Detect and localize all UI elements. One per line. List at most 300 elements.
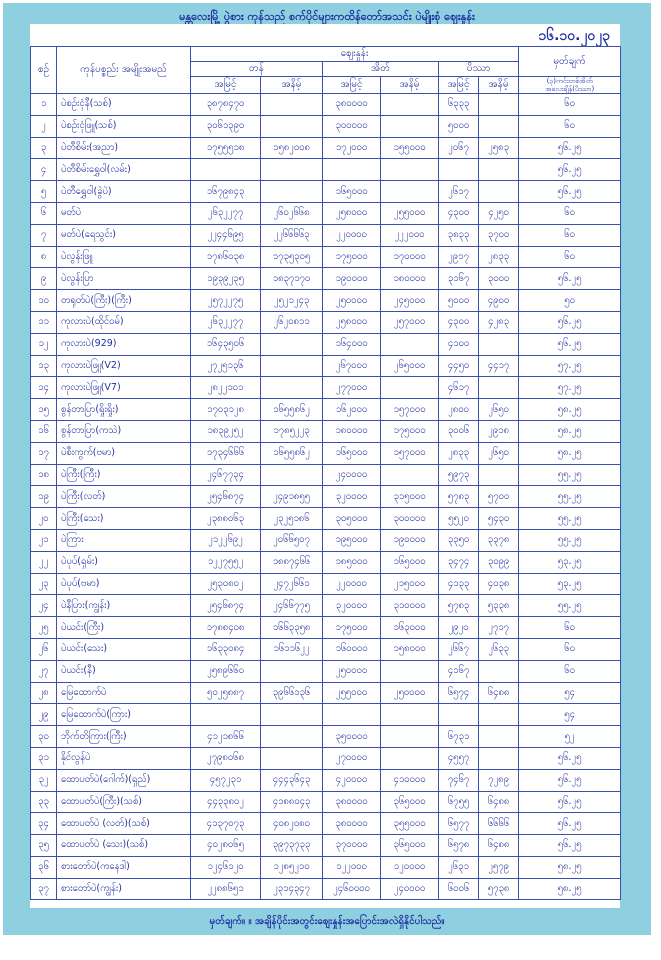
viss-high: ၄၅၅၇: [439, 747, 479, 769]
table-row: [31, 617, 621, 639]
row-note: ၆၀: [519, 617, 621, 639]
viss-high: ၆၃၃၃: [439, 94, 479, 116]
bag-high: ၂၂၀၀၀၀: [323, 224, 381, 246]
row-no: ၇: [31, 224, 57, 246]
viss-low: [479, 726, 519, 748]
bag-low: [381, 747, 439, 769]
bag-high: ၃၂၀၀၀၀: [323, 595, 381, 617]
table-row: [31, 290, 621, 312]
table-body: [31, 94, 621, 900]
bag-high: ၄၂၀၀၀၀: [323, 769, 381, 791]
viss-low: ၂၅၈၃: [479, 137, 519, 159]
row-item-name: စွန်တာပြာ(ရှိုးရှိုး): [57, 399, 191, 421]
table-row: [31, 202, 621, 224]
row-note: ၅၆.၂၅: [519, 835, 621, 857]
viss-low: [479, 333, 519, 355]
ton-low: ၂၆၀၂၆၆၈: [261, 202, 323, 224]
sheet-date: ၁၆.၁၀.၂၀၂၃: [538, 28, 610, 44]
ton-low: [261, 159, 323, 181]
ton-high: ၁၇၃၄၆၆၆: [191, 442, 261, 464]
bag-low: ၃၁၅၀၀၀: [381, 486, 439, 508]
row-note: ၅၆.၂၅: [519, 181, 621, 203]
col-header-viss-low: အနိမ့်: [479, 77, 519, 94]
viss-high: ၅၀၀၀: [439, 290, 479, 312]
row-note: ၅၆.၂၅: [519, 137, 621, 159]
ton-low: ၃၉၇၃၇၃၃: [261, 835, 323, 857]
row-note: ၅၃.၂၅: [519, 573, 621, 595]
bag-high: ၃၈၀၀၀၀: [323, 813, 381, 835]
bag-high: ၂၂၀၀၀၀: [323, 573, 381, 595]
ton-high: ၂၃၈၈၀၆၃: [191, 508, 261, 530]
ton-low: [261, 94, 323, 116]
ton-low: ၁၆၆၃၃၅၈: [261, 617, 323, 639]
bag-low: ၂၄၅၀၀၀: [381, 290, 439, 312]
table-row: [31, 442, 621, 464]
row-note: ၅၅.၂၅: [519, 486, 621, 508]
ton-high: ၃၀၆၁၃၉၀: [191, 115, 261, 137]
table-row: [31, 638, 621, 660]
table-row: [31, 856, 621, 878]
row-no: ၁၅: [31, 399, 57, 421]
viss-high: ၄၁၃၃: [439, 573, 479, 595]
table-row: [31, 791, 621, 813]
bag-high: ၁၆၅၀၀၀: [323, 181, 381, 203]
ton-high: ၂၅၄၆၈၇၄: [191, 486, 261, 508]
table-row: [31, 311, 621, 333]
ton-low: ၁၂၈၅၂၁၀: [261, 856, 323, 878]
row-note: ၆၀: [519, 660, 621, 682]
table-row: [31, 137, 621, 159]
row-note: ၅၆.၂၅: [519, 159, 621, 181]
viss-low: ၇၂၈၉: [479, 769, 519, 791]
bag-high: ၁၆၀၀၀၀: [323, 638, 381, 660]
footer-note: မှတ်ချက်။ ။ အချိန်ပိုင်းအတွင်းဈေးနှုန်းအပြောင်းအလဲရှိနိုင်ပါသည်။: [209, 916, 445, 927]
col-header-bag-high: အမြင့်: [323, 77, 381, 94]
ton-low: ၁၇၃၅၃၀၅: [261, 246, 323, 268]
viss-low: [479, 747, 519, 769]
ton-high: ၂၁၂၂၆၉၂: [191, 529, 261, 551]
row-item-name: ပဲကြီး(ကြီး): [57, 464, 191, 486]
viss-high: ၆၅၇၄: [439, 682, 479, 704]
viss-low: ၄၀၃၈: [479, 573, 519, 595]
bag-low: ၂၄၀၀၀၀: [381, 878, 439, 900]
bag-high: ၂၅၈၀၀၀: [323, 202, 381, 224]
bag-high: ၂၄၆၀၀၀၀: [323, 878, 381, 900]
viss-low: ၄၉၀၀: [479, 290, 519, 312]
viss-low: ၂၉၁၈: [479, 420, 519, 442]
bag-high: ၁၆၄၀၀၀: [323, 333, 381, 355]
ton-low: [261, 181, 323, 203]
row-note: ၅၂: [519, 726, 621, 748]
row-note: ၅၅.၂၅: [519, 529, 621, 551]
ton-low: ၂၄၉၁၈၅၅: [261, 486, 323, 508]
table-row: [31, 377, 621, 399]
row-item-name: ကုလားပဲ(929): [57, 333, 191, 355]
ton-low: ၁၇၈၅၂၂၃: [261, 420, 323, 442]
row-item-name: စားတော်ပဲ(ကျွန်း): [57, 878, 191, 900]
bag-low: ၃၀၀၀၀၀: [381, 508, 439, 530]
row-item-name: ထောပတ်ပဲ(ကြီး)(သစ်): [57, 791, 191, 813]
ton-high: ၁၆၃၃၀၈၄: [191, 638, 261, 660]
ton-low: ၄၀၈၂၀၈၀: [261, 813, 323, 835]
bag-low: ၁၅၇၀၀၀: [381, 399, 439, 421]
row-no: ၂၇: [31, 660, 57, 682]
row-no: ၂၂: [31, 551, 57, 573]
viss-low: [479, 704, 519, 726]
row-note: ၆၀: [519, 246, 621, 268]
viss-high: ၃၁၆၇: [439, 268, 479, 290]
table-row: [31, 420, 621, 442]
bag-low: [381, 464, 439, 486]
viss-high: ၄၆၁၇: [439, 377, 479, 399]
ton-high: ၂၅၃၀၈၀၂: [191, 573, 261, 595]
ton-low: ၄၄၄၃၆၄၃: [261, 769, 323, 791]
row-note: ၅၆.၂၅: [519, 813, 621, 835]
row-note: ၅၅.၂၅: [519, 464, 621, 486]
row-no: ၂၈: [31, 682, 57, 704]
row-no: ၃၅: [31, 835, 57, 857]
table-row: [31, 813, 621, 835]
bag-low: ၁၇၅၀၀၀: [381, 420, 439, 442]
bag-high: ၁၆၂၀၀၀: [323, 399, 381, 421]
ton-low: ၁၈၈၇၄၆၆: [261, 551, 323, 573]
viss-low: ၆၄၈၈: [479, 682, 519, 704]
viss-high: ၅၅၂၀: [439, 508, 479, 530]
bag-high: ၁၆၅၀၀၀: [323, 442, 381, 464]
viss-high: [439, 704, 479, 726]
viss-low: ၄၂၅၀: [479, 202, 519, 224]
viss-low: ၅၇၀၀: [479, 486, 519, 508]
table-row: [31, 508, 621, 530]
row-item-name: ပဲစဉ်းငုံဖြူ(သစ်): [57, 115, 191, 137]
viss-low: ၂၇၁၇: [479, 617, 519, 639]
row-note: ၅၇.၂၅: [519, 355, 621, 377]
col-header-viss-high: အမြင့်: [439, 77, 479, 94]
ton-low: ၁၆၅၅၈၆၂: [261, 399, 323, 421]
row-item-name: ပဲယင်း(ကြီး): [57, 617, 191, 639]
row-no: ၃: [31, 137, 57, 159]
bag-high: ၁၈၅၀၀၀: [323, 551, 381, 573]
row-item-name: ပဲပုပ်(ရှမ်း): [57, 551, 191, 573]
ton-low: ၂၆၂၀၈၁၁: [261, 311, 323, 333]
ton-high: ၅၀၂၅၈၈၇: [191, 682, 261, 704]
bag-low: [381, 94, 439, 116]
ton-low: [261, 464, 323, 486]
row-note: ၅၃.၂၅: [519, 551, 621, 573]
row-note: ၆၀: [519, 115, 621, 137]
bag-high: ၁၉၀၀၀၀: [323, 268, 381, 290]
ton-low: [261, 355, 323, 377]
row-no: ၁၆: [31, 420, 57, 442]
ton-high: ၁၆၇၉၈၄၃: [191, 181, 261, 203]
row-no: ၃၆: [31, 856, 57, 878]
viss-high: ၄၁၆၇: [439, 660, 479, 682]
sheet-title: မန္တလေးမြို့ ပွဲစား ကုန်သည် စက်ပိုင်များကထိန်တော်အသင်း ပဲမျိုးစုံ ဈေးနှုန်း: [179, 10, 475, 23]
bag-low: ၂၅၇၀၀၀: [381, 311, 439, 333]
col-header-bag-low: အနိမ့်: [381, 77, 439, 94]
ton-high: ၄၄၃၃၈၀၂: [191, 791, 261, 813]
bag-low: ၄၁၀၀၀၀: [381, 769, 439, 791]
bag-high: ၁၇၅၀၀၀: [323, 246, 381, 268]
viss-high: ၃၈၃၃: [439, 224, 479, 246]
ton-high: ၂၆၃၂၂၇၇: [191, 311, 261, 333]
ton-high: ၄၁၂၁၈၆၆: [191, 726, 261, 748]
row-item-name: တရုတ်ပဲ(ကြီး)(ကြီး): [57, 290, 191, 312]
row-note: ၅၈.၂၅: [519, 878, 621, 900]
ton-high: ၄၁၃၇၀၇၃: [191, 813, 261, 835]
ton-low: ၂၅၂၁၂၄၃: [261, 290, 323, 312]
ton-low: [261, 747, 323, 769]
bag-high: ၃၈၀၀၀၀: [323, 94, 381, 116]
ton-high: ၁၉၃၉၂၃၅: [191, 268, 261, 290]
col-header-viss: ပိဿာ: [439, 62, 519, 77]
bag-high: [323, 159, 381, 181]
bag-high: ၂၆၇၀၀၀: [323, 355, 381, 377]
ton-high: ၂၂၈၈၆၅၁: [191, 878, 261, 900]
row-no: ၈: [31, 246, 57, 268]
bag-low: ၁၆၅၀၀၀: [381, 551, 439, 573]
bag-low: [381, 660, 439, 682]
row-item-name: ပဲယင်း(နီ): [57, 660, 191, 682]
viss-low: ၃၃၇၈: [479, 529, 519, 551]
ton-high: ၁၇၈၆၀၃၈: [191, 246, 261, 268]
row-item-name: စားတော်ပဲ(ကနေဒါ): [57, 856, 191, 878]
row-item-name: ပဲယင်း(သေး): [57, 638, 191, 660]
bag-low: ၂၂၂၀၀၀: [381, 224, 439, 246]
viss-low: [479, 464, 519, 486]
ton-high: ၂၇၉၈၀၆၈: [191, 747, 261, 769]
row-item-name: ပဲတီစိမ်း(အညာ): [57, 137, 191, 159]
table-row: [31, 595, 621, 617]
row-item-name: ထောပတ်ပဲ (သေး)(သစ်): [57, 835, 191, 857]
viss-low: ၂၆၃၃: [479, 638, 519, 660]
viss-low: [479, 94, 519, 116]
row-note: ၅၆.၂၅: [519, 268, 621, 290]
row-item-name: မတ်ပဲ(ရေသွင်း): [57, 224, 191, 246]
ton-high: ၁၂၂၇၅၅၂: [191, 551, 261, 573]
bag-high: ၂၇၇၀၀၀: [323, 377, 381, 399]
row-item-name: နိုင်လွန်ပဲ: [57, 747, 191, 769]
table-row: [31, 399, 621, 421]
viss-low: ၂၅၇၉: [479, 856, 519, 878]
col-header-note-sub: (၃)ကင်းတစ်အိတ် အလေးချိန်(ပိဿာ): [519, 77, 621, 94]
ton-low: ၂၄၇၂၆၆၁: [261, 573, 323, 595]
ton-high: ၁၇၈၈၄၀၈: [191, 617, 261, 639]
viss-high: ၂၈၃၃: [439, 442, 479, 464]
ton-low: ၄၁၈၈၀၄၃: [261, 791, 323, 813]
bag-high: ၂၄၀၀၀၀: [323, 464, 381, 486]
row-item-name: ထောပတ်ပဲ(ဂေါက်)(ရှည်): [57, 769, 191, 791]
row-no: ၁၁: [31, 311, 57, 333]
viss-low: ၂၆၅၀: [479, 442, 519, 464]
table-row: [31, 333, 621, 355]
viss-high: ၃၄၇၄: [439, 551, 479, 573]
table-row: [31, 115, 621, 137]
ton-low: ၁၈၃၇၁၇၀: [261, 268, 323, 290]
table-row: [31, 159, 621, 181]
col-header-ton: တန်: [191, 62, 323, 77]
row-item-name: မြေထောက်ပဲ: [57, 682, 191, 704]
table-row: [31, 551, 621, 573]
row-note: ၅၆.၂၅: [519, 791, 621, 813]
row-no: ၃၇: [31, 878, 57, 900]
bag-low: [381, 181, 439, 203]
table-row: [31, 835, 621, 857]
bag-high: ၃၅၀၀၀၀: [323, 726, 381, 748]
row-no: ၉: [31, 268, 57, 290]
row-no: ၃၄: [31, 813, 57, 835]
bag-low: ၁၅၇၀၀၀: [381, 442, 439, 464]
table-row: [31, 94, 621, 116]
bag-low: [381, 377, 439, 399]
ton-low: [261, 726, 323, 748]
ton-low: ၂၂၆၆၆၆၃: [261, 224, 323, 246]
row-item-name: ပဲတီစိမ်းရွှေဝါ(လမ်း): [57, 159, 191, 181]
row-no: ၃၃: [31, 791, 57, 813]
viss-low: ၄၄၁၇: [479, 355, 519, 377]
viss-high: ၂၆၃၁: [439, 856, 479, 878]
row-note: ၅၈.၂၅: [519, 399, 621, 421]
row-item-name: ပဲတီရွှေဝါ(ခွဲပဲ): [57, 181, 191, 203]
bag-low: [381, 115, 439, 137]
bag-high: ၃၂၀၀၀၀: [323, 486, 381, 508]
bag-low: [381, 704, 439, 726]
row-note: ၆၀: [519, 94, 621, 116]
table-row: [31, 486, 621, 508]
col-header-note: မှတ်ချက်: [519, 47, 621, 77]
row-no: ၁၂: [31, 333, 57, 355]
col-header-ton-low: အနိမ့်: [261, 77, 323, 94]
ton-high: ၄၀၂၈၀၆၅: [191, 835, 261, 857]
row-note: ၅၆.၂၅: [519, 311, 621, 333]
row-item-name: မြေထောက်ပဲ(ကြား): [57, 704, 191, 726]
table-row: [31, 704, 621, 726]
row-item-name: စွန်တာပြာ(ကသဲ): [57, 420, 191, 442]
row-note: ၅၄: [519, 704, 621, 726]
viss-high: ၇၄၆၇: [439, 769, 479, 791]
ton-low: ၁၅၈၂၀၀၈: [261, 137, 323, 159]
ton-high: ၂၅၄၆၈၇၄: [191, 595, 261, 617]
ton-high: ၂၂၄၄၆၉၅: [191, 224, 261, 246]
viss-high: ၅၀၀၀: [439, 115, 479, 137]
viss-high: ၂၉၁၇: [439, 246, 479, 268]
row-item-name: ထောပတ်ပဲ (လတ်)(သစ်): [57, 813, 191, 835]
row-no: ၃၁: [31, 747, 57, 769]
ton-low: ၁၆၁၁၆၂၂: [261, 638, 323, 660]
row-note: ၅၇.၂၅: [519, 377, 621, 399]
row-note: ၅၄: [519, 682, 621, 704]
row-no: ၄: [31, 159, 57, 181]
viss-high: ၂၉၂၀: [439, 617, 479, 639]
bag-low: ၃၁၀၀၀၀: [381, 595, 439, 617]
viss-low: ၃၀၉၉: [479, 551, 519, 573]
bag-low: ၂၅၀၀၀၀: [381, 682, 439, 704]
viss-low: ၆၄၈၈: [479, 791, 519, 813]
table-row: [31, 464, 621, 486]
ton-high: ၂၅၈၉၆၆၀: [191, 660, 261, 682]
ton-high: ၂၆၃၂၂၇၇: [191, 202, 261, 224]
table-header: [31, 47, 621, 94]
bag-high: ၂၇၀၀၀၀: [323, 747, 381, 769]
bag-high: ၂၅၈၀၀၀: [323, 311, 381, 333]
viss-low: ၅၃၃၈: [479, 595, 519, 617]
viss-high: ၂၆၁၇: [439, 181, 479, 203]
row-item-name: ပဲကြီး(လတ်): [57, 486, 191, 508]
row-note: ၅၅.၂၅: [519, 595, 621, 617]
viss-high: ၆၇၅၅: [439, 791, 479, 813]
ton-low: [261, 704, 323, 726]
viss-high: ၅၇၈၃: [439, 486, 479, 508]
viss-low: ၅၇၃၈: [479, 878, 519, 900]
viss-high: ၅၉၇၃: [439, 464, 479, 486]
col-header-no: စဉ်: [31, 47, 57, 94]
table-row: [31, 878, 621, 900]
viss-high: ၂၆၆၇: [439, 638, 479, 660]
bag-high: [323, 704, 381, 726]
ton-high: ၂၈၂၂၁၀၁: [191, 377, 261, 399]
bag-low: ၃၆၅၀၀၀: [381, 835, 439, 857]
table-row: [31, 682, 621, 704]
col-header-price: ဈေးနှုန်း: [191, 47, 519, 62]
row-no: ၁: [31, 94, 57, 116]
ton-high: ၁၇၅၅၅၁၈: [191, 137, 261, 159]
viss-high: ၆၅၇၇: [439, 813, 479, 835]
bag-high: ၃၀၅၀၀၀: [323, 508, 381, 530]
table-row: [31, 769, 621, 791]
ton-low: [261, 333, 323, 355]
row-no: ၂၆: [31, 638, 57, 660]
row-no: ၁၇: [31, 442, 57, 464]
viss-low: ၂၆၅၀: [479, 399, 519, 421]
table-row: [31, 181, 621, 203]
row-note: ၅၈.၂၅: [519, 420, 621, 442]
viss-low: ၅၄၃၀: [479, 508, 519, 530]
bag-high: ၃၇၀၀၀၀: [323, 835, 381, 857]
row-item-name: ကုလားပဲဖြူ(V7): [57, 377, 191, 399]
table-row: [31, 660, 621, 682]
ton-high: ၁၂၄၆၁၂၀: [191, 856, 261, 878]
row-item-name: ပဲလွန်းပြာ: [57, 268, 191, 290]
viss-low: [479, 181, 519, 203]
bag-low: [381, 159, 439, 181]
viss-high: ၅၇၈၃: [439, 595, 479, 617]
row-no: ၁၉: [31, 486, 57, 508]
row-note: ၆၀: [519, 224, 621, 246]
col-header-bag: အိတ်: [323, 62, 439, 77]
ton-low: ၂၄၆၆၇၇၅: [261, 595, 323, 617]
ton-high: ၂၇၂၅၁၃၆: [191, 355, 261, 377]
row-item-name: ပဲပုပ်(ဗမာ): [57, 573, 191, 595]
bag-high: ၁၈၀၀၀၀: [323, 420, 381, 442]
row-note: ၆၀: [519, 202, 621, 224]
row-item-name: ပဲနီပြား(ကျွန်း): [57, 595, 191, 617]
bag-high: ၁၉၅၀၀၀: [323, 529, 381, 551]
bag-high: ၁၇၅၀၀၀: [323, 617, 381, 639]
ton-low: [261, 377, 323, 399]
date-row: [30, 24, 620, 46]
row-item-name: ပဲကြား: [57, 529, 191, 551]
row-note: ၅၈.၂၅: [519, 442, 621, 464]
bag-low: ၁၅၈၀၀၀: [381, 638, 439, 660]
viss-high: ၆၀၀၆: [439, 878, 479, 900]
ton-high: ၁၇၀၃၁၂၈: [191, 399, 261, 421]
price-table: [30, 46, 621, 900]
bag-low: ၃၅၅၀၀၀: [381, 813, 439, 835]
bag-low: [381, 333, 439, 355]
row-no: ၁၃: [31, 355, 57, 377]
table-row: [31, 747, 621, 769]
bag-high: ၁၇၂၀၀၀: [323, 137, 381, 159]
